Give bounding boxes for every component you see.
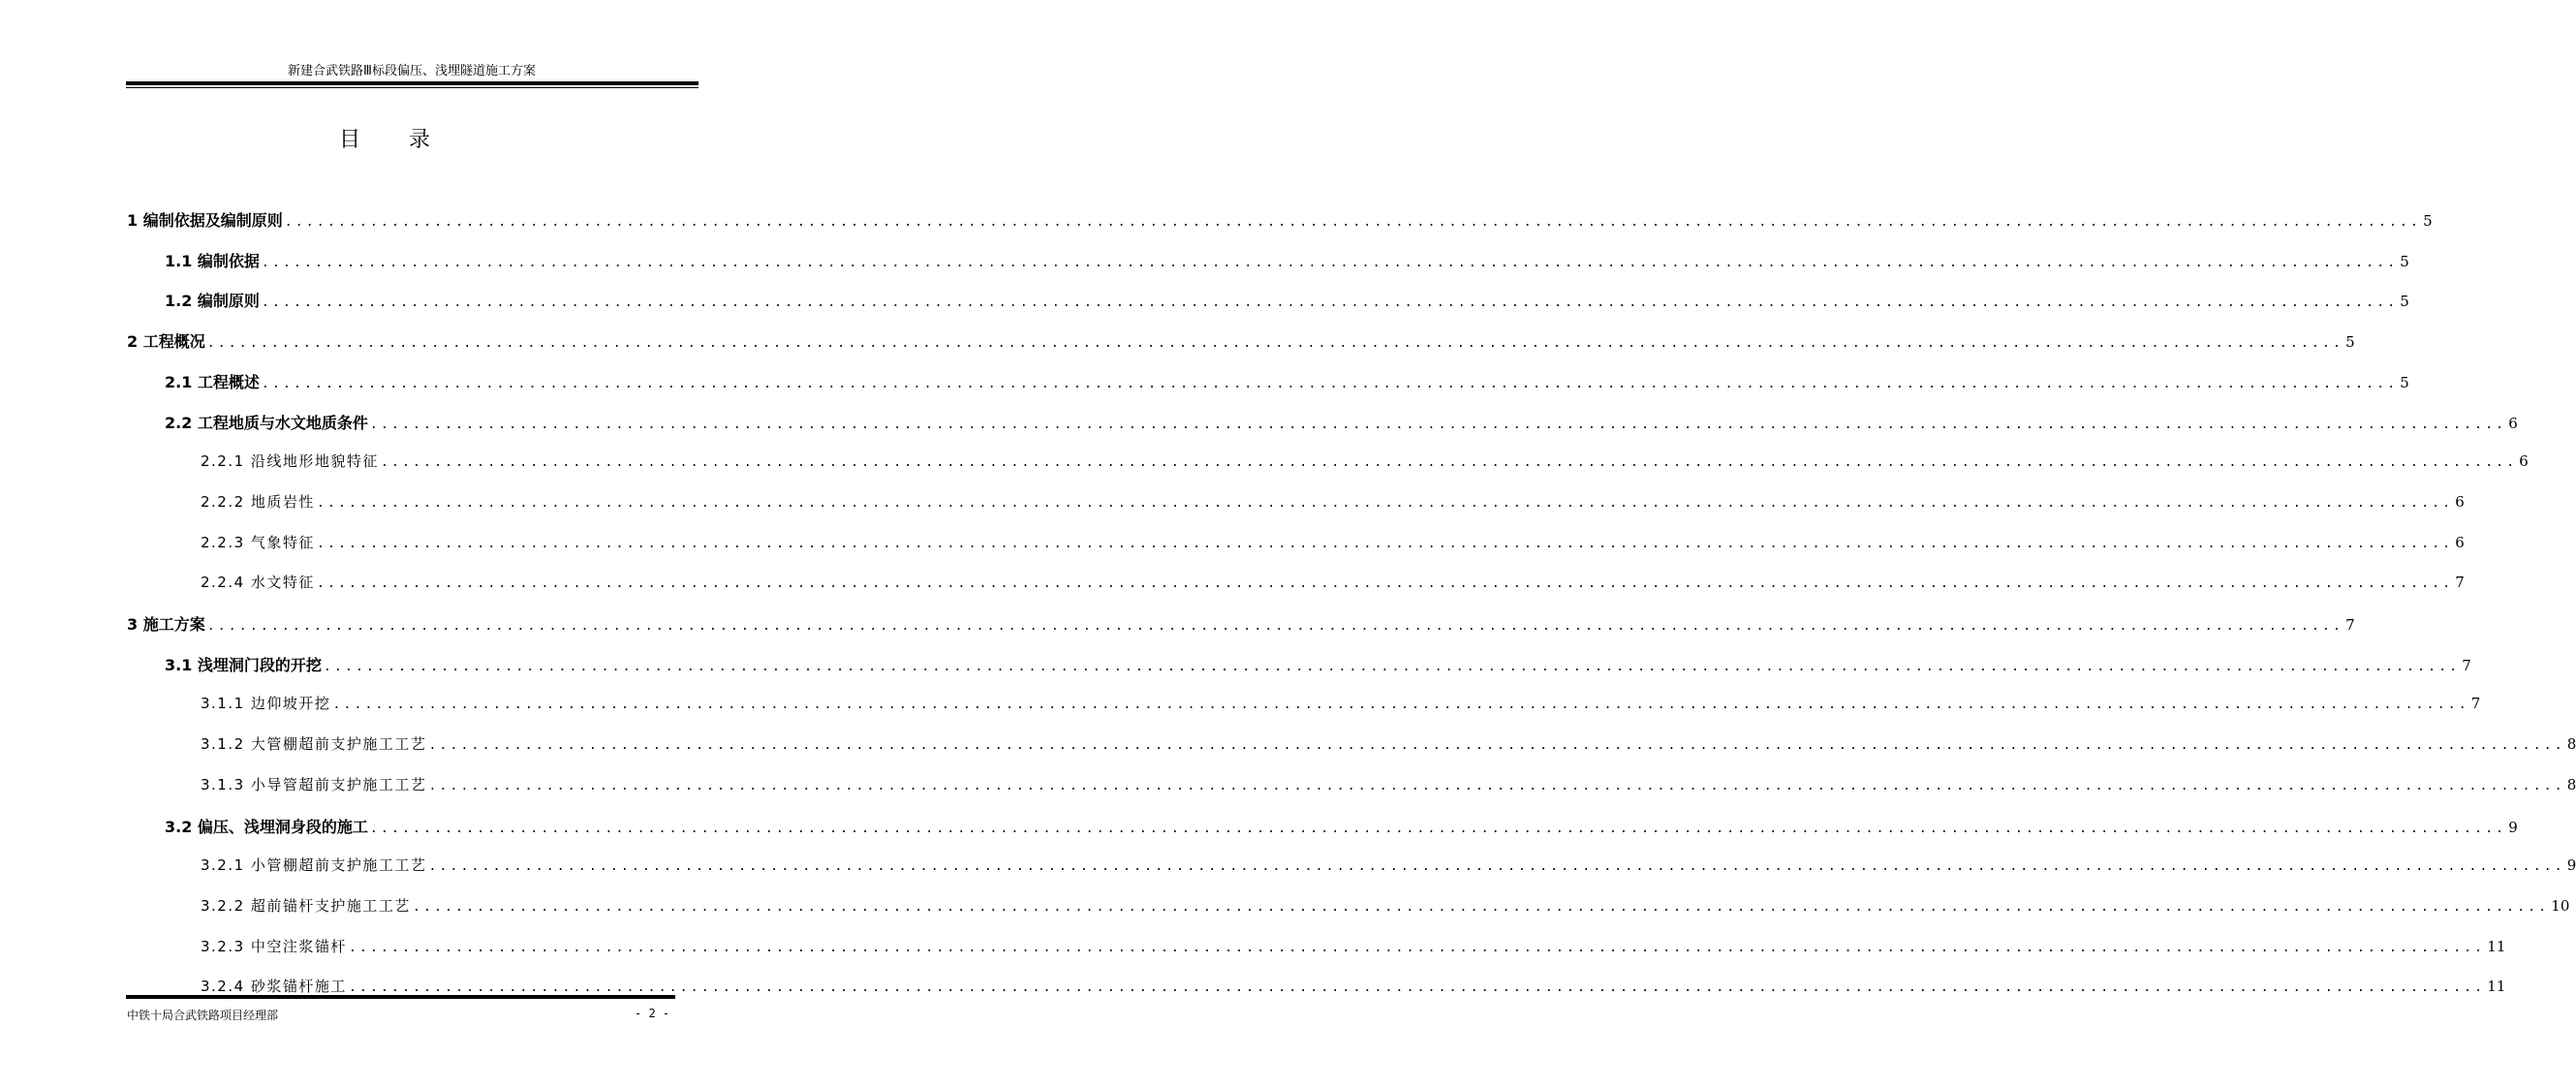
toc-entry-page: 6 — [2455, 493, 2465, 511]
toc-entry-page: 8 — [2566, 776, 2576, 793]
toc-entry-page: 8 — [2566, 735, 2576, 753]
toc-entry[interactable] — [127, 208, 2433, 231]
toc-entry-label: 3.1 浅埋洞门段的开挖 — [165, 656, 322, 674]
toc-entry-label: 2.2.1 沿线地形地貌特征 — [201, 452, 379, 470]
toc-entry-page: 7 — [2462, 657, 2471, 674]
toc-entry-label: 2.2.3 气象特征 — [201, 534, 315, 551]
toc-leader-dots: ........................................................................................................................................................................................................ — [428, 738, 2565, 753]
footer-organization: 中铁十局合武铁路项目经理部 — [127, 1009, 279, 1022]
toc-entry[interactable] — [201, 976, 2506, 996]
toc-entry[interactable] — [201, 572, 2465, 592]
toc-title: 目录 — [338, 128, 479, 152]
toc-entry-label: 3.1.2 大管棚超前支护施工工艺 — [201, 735, 427, 753]
toc-entry-page: 5 — [2423, 212, 2433, 230]
toc-entry-page: 5 — [2400, 253, 2409, 270]
toc-entry-label: 3.2.2 超前锚杆支护施工工艺 — [201, 897, 411, 915]
toc-entry-label: 3.1.1 边仰坡开挖 — [201, 695, 331, 712]
toc-entry-label: 1.1 编制依据 — [165, 252, 260, 270]
toc-entry[interactable] — [127, 329, 2355, 352]
toc-entry-page: 10 — [2551, 897, 2570, 915]
toc-leader-dots: ........................................................................................................................................................................................................ — [412, 900, 2550, 915]
header-rule — [126, 81, 698, 85]
toc-entry-label: 2 工程概况 — [127, 332, 205, 351]
toc-leader-dots: ........................................................................................................................................................................................................ — [261, 256, 2399, 270]
toc-entry[interactable] — [201, 532, 2465, 552]
toc-entry[interactable] — [165, 653, 2471, 675]
toc-entry-page: 6 — [2508, 415, 2518, 432]
toc-entry[interactable] — [165, 815, 2518, 837]
toc-entry[interactable] — [201, 733, 2576, 754]
footer-page-number: - 2 - — [635, 1007, 670, 1020]
toc-leader-dots: ........................................................................................................................................................................................................ — [261, 377, 2399, 391]
toc-entry-page: 7 — [2470, 695, 2481, 712]
header-rule-thin — [126, 87, 698, 88]
toc-entry-label: 3.2.4 砂浆锚杆施工 — [201, 978, 347, 995]
toc-entry-label: 1.2 编制原则 — [165, 292, 260, 310]
toc-entry[interactable] — [201, 774, 2576, 794]
toc-leader-dots: ........................................................................................................................................................................................................ — [348, 980, 2486, 995]
toc-leader-dots: ........................................................................................................................................................................................................ — [316, 496, 2454, 511]
toc-entry-page: 5 — [2400, 374, 2409, 391]
toc-entry-page: 5 — [2345, 333, 2355, 351]
toc-entry[interactable] — [165, 370, 2409, 392]
toc-entry-label: 3.2 偏压、浅埋洞身段的施工 — [165, 818, 368, 836]
toc-leader-dots: ........................................................................................................................................................................................................ — [323, 660, 2461, 674]
toc-entry-page: 7 — [2345, 616, 2355, 634]
toc-entry[interactable] — [201, 451, 2529, 471]
toc-entry[interactable] — [165, 249, 2409, 271]
toc-entry-label: 3.2.1 小管棚超前支护施工工艺 — [201, 856, 427, 874]
footer-rule — [126, 995, 675, 999]
toc-leader-dots: ........................................................................................................................................................................................................ — [206, 619, 2344, 634]
toc-entry-page: 6 — [2519, 452, 2529, 470]
toc-entry-label: 2.2.4 水文特征 — [201, 574, 315, 591]
toc-leader-dots: ........................................................................................................................................................................................................ — [316, 576, 2454, 591]
toc-leader-dots: ........................................................................................................................................................................................................ — [348, 941, 2486, 955]
toc-entry[interactable] — [201, 936, 2506, 956]
toc-leader-dots: ........................................................................................................................................................................................................ — [428, 779, 2565, 793]
toc-leader-dots: ........................................................................................................................................................................................................ — [261, 295, 2399, 310]
toc-entry-page: 11 — [2487, 938, 2506, 955]
toc-entry-label: 2.2.2 地质岩性 — [201, 493, 315, 511]
toc-leader-dots: ........................................................................................................................................................................................................ — [428, 859, 2565, 874]
toc-leader-dots: ........................................................................................................................................................................................................ — [380, 455, 2518, 470]
toc-entry-page: 9 — [2566, 856, 2576, 874]
toc-entry[interactable] — [201, 693, 2481, 713]
toc-entry[interactable] — [201, 855, 2576, 875]
toc-entry-label: 3.1.3 小导管超前支护施工工艺 — [201, 776, 427, 793]
toc-leader-dots: ........................................................................................................................................................................................................ — [284, 215, 2422, 230]
toc-leader-dots: ........................................................................................................................................................................................................ — [332, 698, 2469, 712]
toc-entry[interactable] — [201, 895, 2570, 916]
toc-entry[interactable] — [165, 289, 2409, 311]
toc-leader-dots: ........................................................................................................................................................................................................ — [369, 418, 2507, 432]
running-header: 新建合武铁路Ⅲ标段偏压、浅埋隧道施工方案 — [288, 64, 536, 78]
toc-leader-dots: ........................................................................................................................................................................................................ — [206, 336, 2344, 351]
toc-entry-label: 3.2.3 中空注浆锚杆 — [201, 938, 347, 955]
toc-leader-dots: ........................................................................................................................................................................................................ — [316, 537, 2454, 551]
toc-entry-label: 2.1 工程概述 — [165, 373, 260, 391]
toc-entry[interactable] — [127, 612, 2355, 635]
toc-entry-page: 9 — [2508, 819, 2518, 836]
toc-leader-dots: ........................................................................................................................................................................................................ — [369, 822, 2507, 836]
toc-entry-label: 2.2 工程地质与水文地质条件 — [165, 414, 368, 432]
toc-entry-page: 5 — [2400, 293, 2409, 310]
toc-entry-label: 3 施工方案 — [127, 615, 205, 634]
toc-entry[interactable] — [201, 491, 2465, 512]
toc-entry-label: 1 编制依据及编制原则 — [127, 211, 283, 230]
toc-entry-page: 11 — [2487, 978, 2506, 995]
toc-entry-page: 6 — [2455, 534, 2465, 551]
toc-entry[interactable] — [165, 411, 2518, 433]
toc-entry-page: 7 — [2455, 574, 2465, 591]
